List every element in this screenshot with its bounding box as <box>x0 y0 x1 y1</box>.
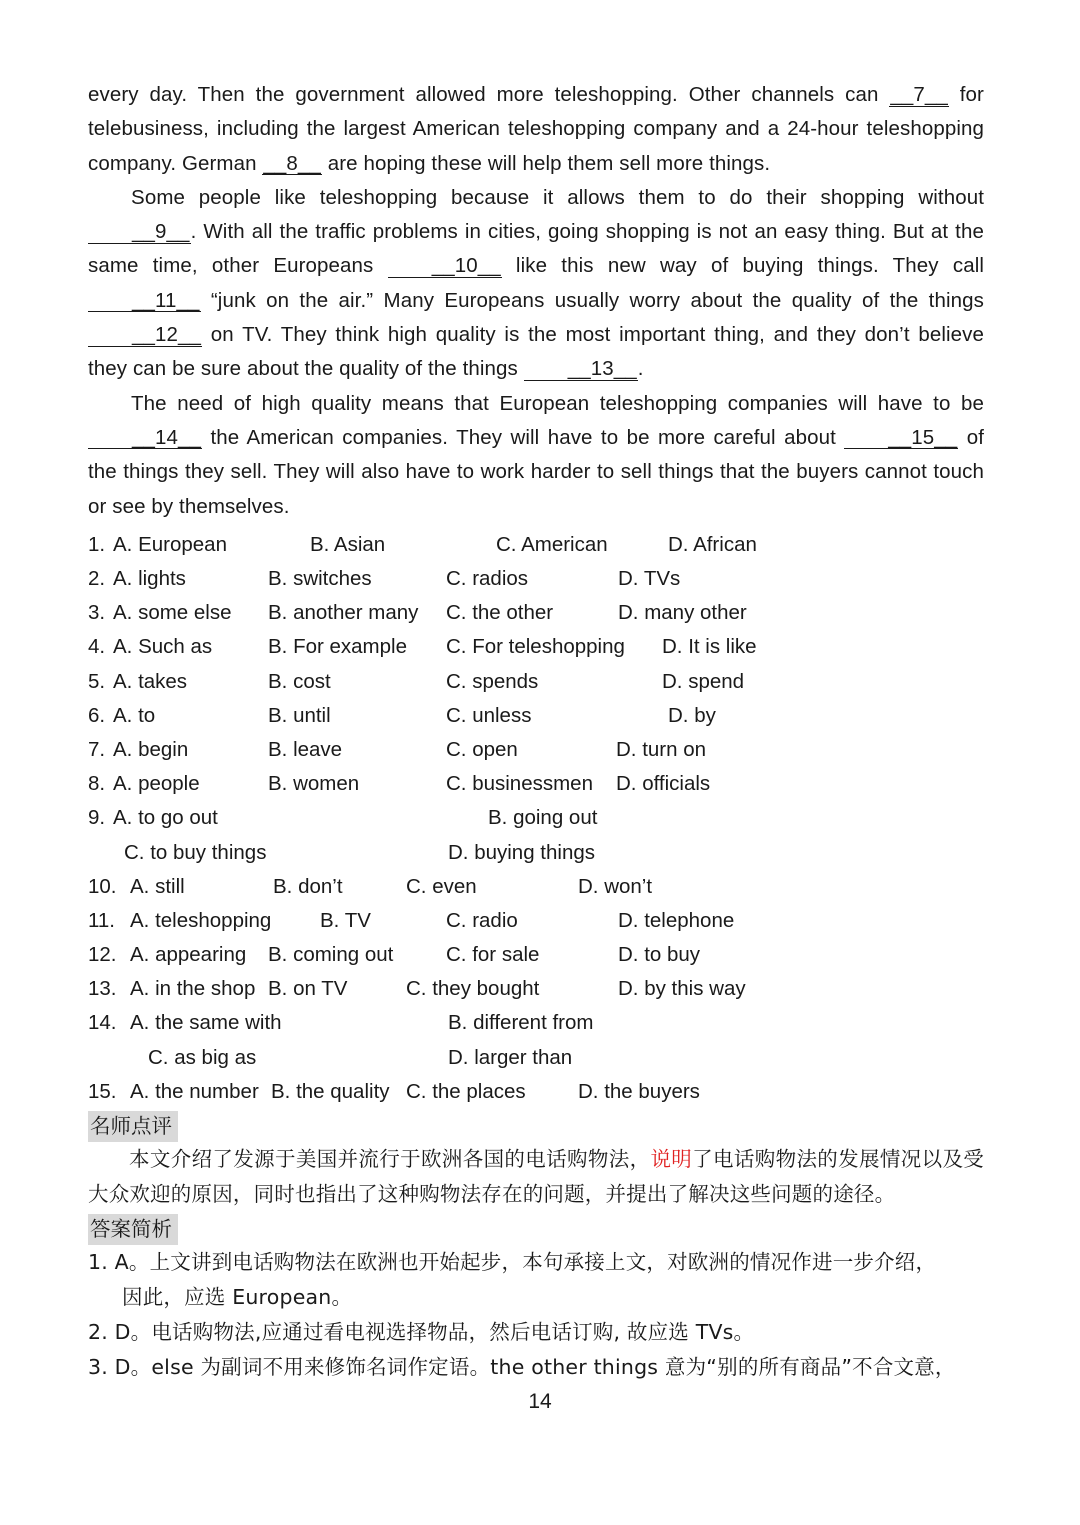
cloze-blank: __15__ <box>844 427 958 450</box>
question-option[interactable]: D. by <box>668 703 716 727</box>
question-number: 11. <box>88 908 115 932</box>
question-row <box>88 870 984 904</box>
question-number: 3. <box>88 601 106 625</box>
question-option[interactable]: D. telephone <box>618 908 735 932</box>
page-number: 14 <box>528 1390 552 1413</box>
cloze-blank: __7__ <box>890 83 948 106</box>
commentary-body-highlight: 说明 <box>650 1147 693 1172</box>
question-option[interactable]: A. begin <box>113 737 189 761</box>
question-option[interactable]: C. the places <box>406 1079 526 1103</box>
question-number: 10. <box>88 874 117 898</box>
question-option[interactable]: A. Such as <box>113 635 213 659</box>
answer-explanation-continuation: 因此，应选 European。 <box>122 1285 353 1310</box>
question-number: 4. <box>88 635 106 659</box>
question-option[interactable]: D. many other <box>618 601 747 625</box>
passage-text: for telebusiness, including the largest American teleshopping company and a 24-hour teleshopping company. German <box>88 83 984 175</box>
question-option[interactable]: D. African <box>668 532 757 556</box>
question-option[interactable]: A. teleshopping <box>130 908 272 932</box>
answers-heading-wrap <box>88 1214 984 1245</box>
question-row <box>88 1075 984 1109</box>
question-number: 2. <box>88 567 106 591</box>
question-row <box>88 836 984 870</box>
passage-text: . With all the traffic problems in cities, going shopping is not an easy thing. But at the same time, other Europeans <box>88 220 984 278</box>
question-option[interactable]: A. to go out <box>113 806 218 830</box>
question-number: 14. <box>88 1011 117 1035</box>
answer-explanation-list <box>88 1245 984 1385</box>
question-option[interactable]: B. Asian <box>310 532 386 556</box>
answer-explanation: 2. D。电话购物法,应通过看电视选择物品，然后电话订购, 故应选 TVs。 <box>88 1320 755 1345</box>
question-option[interactable]: C. American <box>496 532 608 556</box>
question-option[interactable]: B. going out <box>488 806 598 830</box>
cloze-blank: __14__ <box>88 427 202 450</box>
question-option[interactable]: C. businessmen <box>446 772 593 796</box>
question-option[interactable]: C. even <box>406 874 477 898</box>
question-option[interactable]: A. some else <box>113 601 232 625</box>
question-option[interactable]: B. women <box>268 772 360 796</box>
question-option[interactable]: C. the other <box>446 601 554 625</box>
question-option[interactable]: D. the buyers <box>578 1079 700 1103</box>
answer-explanation: 3. D。else 为副词不用来修饰名词作定语。the other things 意为“别的所有商品”不合文意， <box>88 1355 956 1380</box>
question-option[interactable]: B. another many <box>268 601 419 625</box>
question-option[interactable]: C. radios <box>446 567 529 591</box>
question-option[interactable]: D. TVs <box>618 567 681 591</box>
question-row <box>88 630 984 664</box>
passage-text: every day. Then the government allowed more teleshopping. Other channels can <box>88 83 890 106</box>
question-number: 5. <box>88 669 106 693</box>
question-option[interactable]: C. unless <box>446 703 532 727</box>
question-option[interactable]: B. different from <box>448 1011 594 1035</box>
question-option[interactable]: D. by this way <box>618 977 746 1001</box>
question-option[interactable]: B. TV <box>320 908 371 932</box>
question-option[interactable]: D. turn on <box>616 737 707 761</box>
passage-text: are hoping these will help them sell more things. <box>321 151 771 175</box>
passage-paragraph <box>88 181 984 387</box>
cloze-blank: __12__ <box>88 324 202 347</box>
question-row <box>88 733 984 767</box>
question-option[interactable]: C. they bought <box>406 977 540 1001</box>
question-option[interactable]: A. still <box>130 874 185 898</box>
question-option[interactable]: D. spend <box>662 669 745 693</box>
passage-text: on TV. They think high quality is the most important thing, and they don’t believe they can be sure about the quality of the things <box>88 323 984 381</box>
question-option[interactable]: A. to <box>113 703 156 727</box>
cloze-blank: __9__ <box>88 221 191 244</box>
question-option[interactable]: C. radio <box>446 908 518 932</box>
question-number: 8. <box>88 772 106 796</box>
cloze-blank: __11__ <box>88 290 201 313</box>
question-row <box>88 596 984 630</box>
cloze-blank: __10__ <box>388 255 502 278</box>
question-option[interactable]: A. people <box>113 772 200 796</box>
question-option[interactable]: B. the quality <box>271 1079 390 1103</box>
question-row <box>88 562 984 596</box>
question-option[interactable]: D. officials <box>616 772 711 796</box>
question-option[interactable]: A. takes <box>113 669 188 693</box>
question-row <box>88 1041 984 1075</box>
commentary-body-prefix: 本文介绍了发源于美国并流行于欧洲各国的电话购物法， <box>129 1147 651 1172</box>
reading-passage <box>88 78 984 524</box>
passage-paragraph <box>88 387 984 524</box>
question-number: 13. <box>88 977 117 1001</box>
answer-explanation: 1. A。上文讲到电话购物法在欧洲也开始起步，本句承接上文，对欧洲的情况作进一步介绍， <box>88 1250 937 1275</box>
question-row <box>88 938 984 972</box>
passage-text: “junk on the air.” Many Europeans usually worry about the quality of the things <box>200 288 984 312</box>
question-row <box>88 528 984 562</box>
question-row <box>88 1006 984 1040</box>
question-row <box>88 972 984 1006</box>
commentary-heading: 名师点评 <box>88 1111 178 1142</box>
question-option[interactable]: D. buying things <box>448 840 596 864</box>
passage-text: . <box>637 357 644 381</box>
question-number: 7. <box>88 737 106 761</box>
question-option[interactable]: A. European <box>113 532 227 556</box>
passage-text: of the things they sell. They will also have to work harder to sell things that the buyers cannot touch or see by themselves. <box>88 425 984 518</box>
question-option[interactable]: B. cost <box>268 669 331 693</box>
question-row <box>88 904 984 938</box>
question-option[interactable]: C. as big as <box>148 1045 257 1069</box>
question-number: 9. <box>88 806 106 830</box>
commentary-body <box>88 1142 984 1212</box>
question-row <box>88 665 984 699</box>
question-option[interactable]: C. for sale <box>446 943 540 967</box>
passage-text: like this new way of buying things. They call <box>501 254 985 278</box>
commentary-heading-wrap <box>88 1111 984 1142</box>
question-number: 6. <box>88 703 106 727</box>
question-option[interactable]: A. the same with <box>130 1011 282 1035</box>
question-option[interactable]: C. open <box>446 737 518 761</box>
question-option[interactable]: B. leave <box>268 737 343 761</box>
question-option[interactable]: D. to buy <box>618 943 701 967</box>
question-number: 12. <box>88 943 117 967</box>
question-option[interactable]: A. the number <box>130 1079 259 1103</box>
passage-text: Some people like teleshopping because it allows them to do their shopping without <box>131 185 984 209</box>
question-option[interactable]: B. on TV <box>268 977 348 1001</box>
question-option[interactable]: B. until <box>268 703 331 727</box>
question-option[interactable]: D. larger than <box>448 1045 573 1069</box>
question-option[interactable]: A. appearing <box>130 943 247 967</box>
question-option[interactable]: B. For example <box>268 635 407 659</box>
answers-heading: 答案简析 <box>88 1214 178 1245</box>
cloze-blank: __13__ <box>524 358 638 381</box>
document-page <box>88 78 984 1385</box>
commentary-body-suffix: 了电话购物法的发展情况以及受大众欢迎的原因，同时也指出了这种购物法存在的问题，并提出了解决这些问题的途径。 <box>88 1147 984 1207</box>
question-number: 15. <box>88 1079 117 1103</box>
question-number: 1. <box>88 532 106 556</box>
cloze-blank: __8__ <box>263 151 321 175</box>
question-row <box>88 801 984 835</box>
passage-text: The need of high quality means that European teleshopping companies will have to be <box>131 391 984 415</box>
question-list <box>88 528 984 1109</box>
passage-text: the American companies. They will have to be more careful about <box>202 425 845 449</box>
question-option[interactable]: A. in the shop <box>130 977 256 1001</box>
passage-paragraph <box>88 78 984 181</box>
question-option[interactable]: B. switches <box>268 567 372 591</box>
question-option[interactable]: D. won’t <box>578 874 653 898</box>
question-option[interactable]: C. spends <box>446 669 539 693</box>
question-option[interactable]: C. to buy things <box>124 840 267 864</box>
question-option[interactable]: B. coming out <box>268 943 394 967</box>
question-option[interactable]: D. It is like <box>662 635 757 659</box>
question-option[interactable]: B. don’t <box>273 874 343 898</box>
question-option[interactable]: C. For teleshopping <box>446 635 625 659</box>
question-row <box>88 767 984 801</box>
question-row <box>88 699 984 733</box>
question-option[interactable]: A. lights <box>113 567 186 591</box>
